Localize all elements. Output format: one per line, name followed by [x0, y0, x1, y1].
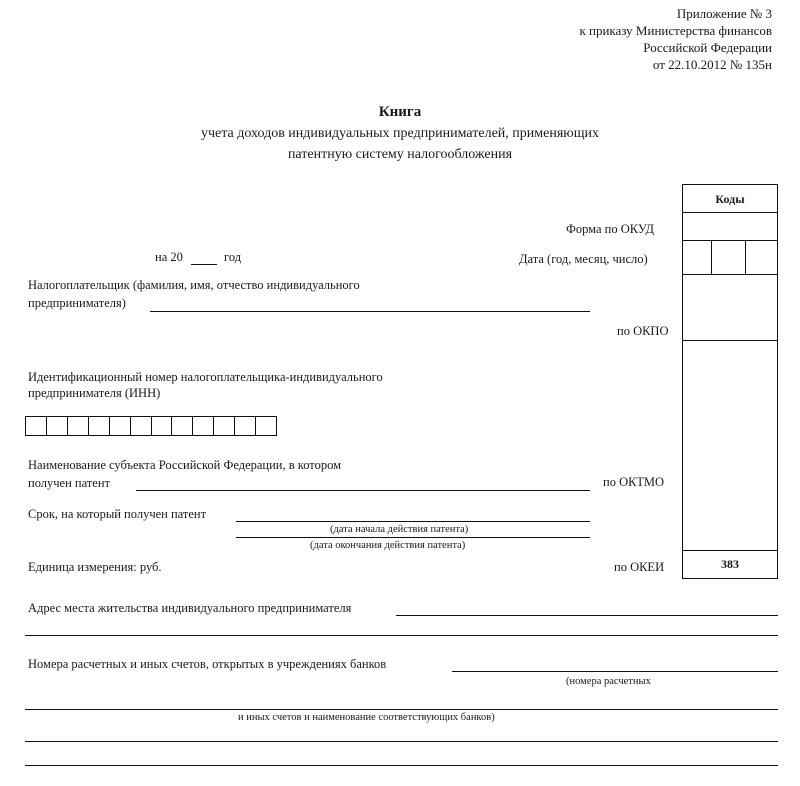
appendix-line-3: Российской Федерации — [643, 40, 772, 55]
okei-cell: 383 — [721, 557, 739, 571]
region-label-line-1: Наименование субъекта Российской Федерации, в котором — [28, 458, 342, 472]
period-suffix: год — [224, 250, 242, 264]
inn-label-line-2: предпринимателя (ИНН) — [28, 386, 161, 400]
region-label-line-2: получен патент — [28, 476, 110, 490]
oktmo-cell[interactable] — [683, 341, 777, 551]
banks-note: и иных счетов и наименование соответствующих банков) — [238, 712, 495, 723]
codes-column — [682, 184, 778, 579]
year-field[interactable] — [191, 264, 217, 265]
okpo-label: по ОКПО — [617, 324, 669, 338]
address-label: Адрес места жительства индивидуального предпринимателя — [28, 601, 352, 615]
accounts-note: (номера расчетных — [566, 676, 651, 687]
address-field[interactable] — [396, 615, 778, 616]
banks-field-continued-2[interactable] — [25, 765, 778, 766]
term-start-field[interactable] — [236, 521, 590, 522]
term-end-field[interactable] — [236, 537, 590, 538]
inn-field[interactable] — [25, 416, 277, 436]
okud-label: Форма по ОКУД — [566, 222, 654, 236]
appendix-line-4: от 22.10.2012 № 135н — [652, 57, 772, 72]
appendix-line-1: Приложение № 3 — [676, 6, 772, 21]
inn-label-line-1: Идентификационный номер налогоплательщика-индивидуального — [28, 370, 383, 384]
appendix-line-2: к приказу Министерства финансов — [579, 23, 772, 38]
okei-label: по ОКЕИ — [614, 560, 665, 574]
accounts-label: Номера расчетных и иных счетов, открытых в учреждениях банков — [28, 657, 387, 671]
taxpayer-label-line-1: Налогоплательщик (фамилия, имя, отчество индивидуального — [28, 278, 360, 292]
taxpayer-field[interactable] — [150, 311, 590, 312]
banks-field[interactable] — [25, 709, 778, 710]
period-prefix: на 20 — [155, 250, 183, 264]
document-subtitle-line-1: учета доходов индивидуальных предпринимателей, применяющих — [200, 126, 600, 141]
okud-cell[interactable] — [683, 213, 777, 241]
term-end-note: (дата окончания действия патента) — [310, 540, 466, 551]
accounts-field[interactable] — [452, 671, 778, 672]
document-title: Книга — [378, 104, 422, 120]
codes-header: Коды — [683, 185, 777, 213]
banks-field-continued[interactable] — [25, 741, 778, 742]
address-field-continued[interactable] — [25, 635, 778, 636]
region-field[interactable] — [136, 490, 590, 491]
unit-label: Единица измерения: руб. — [28, 560, 162, 574]
term-start-note: (дата начала действия патента) — [330, 524, 469, 535]
oktmo-label: по ОКТМО — [603, 475, 665, 489]
date-label: Дата (год, месяц, число) — [519, 252, 648, 266]
date-cell[interactable] — [683, 241, 777, 275]
term-label: Срок, на который получен патент — [28, 507, 207, 521]
taxpayer-label-line-2: предпринимателя) — [28, 296, 126, 310]
document-subtitle-line-2: патентную систему налогообложения — [287, 147, 513, 162]
okpo-cell[interactable] — [683, 275, 777, 341]
